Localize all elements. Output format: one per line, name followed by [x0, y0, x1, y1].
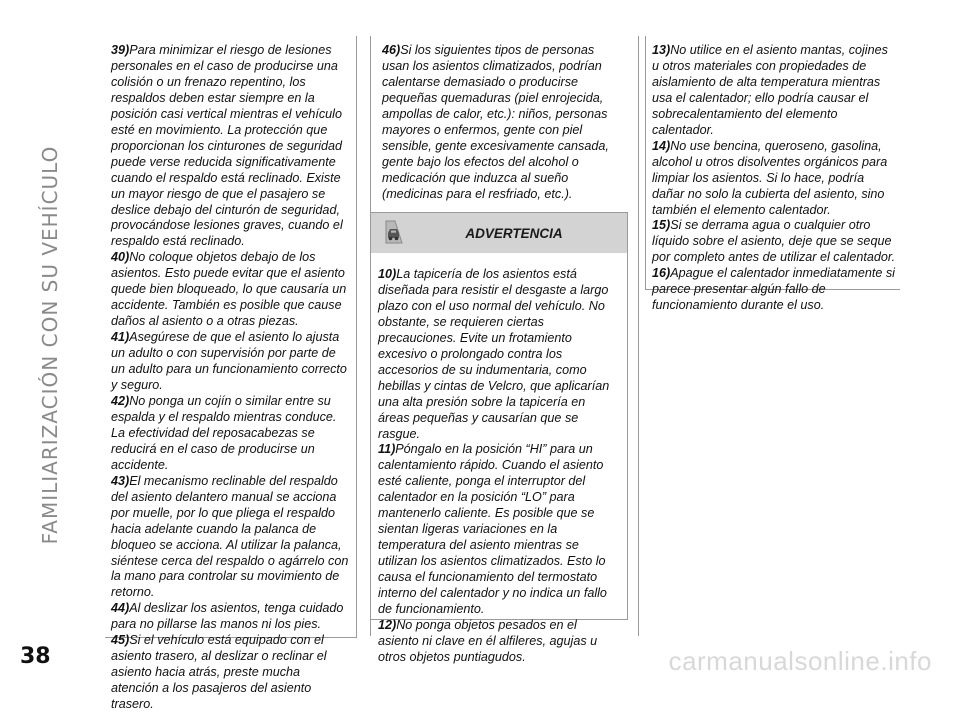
warning-header — [371, 213, 627, 253]
warning-car-icon — [383, 219, 405, 245]
note-number: 43) — [111, 473, 130, 488]
note-40 — [111, 250, 350, 330]
warning-note-12 — [378, 618, 620, 666]
note-number: 45) — [111, 633, 130, 648]
note-number: 10) — [378, 267, 397, 281]
warning-note-10 — [378, 267, 620, 442]
warning-note-11 — [378, 442, 620, 617]
note-41 — [111, 330, 350, 394]
note-number: 13) — [652, 43, 671, 57]
note-number: 12) — [378, 617, 397, 632]
note-number: 16) — [652, 266, 671, 281]
note-text: La tapicería de los asientos está diseñada para resistir el desgaste a largo plazo con el uso normal del vehículo. No obstante, se requieren ciertas precauciones. Evite un frotamiento excesivo o prolongado contra los accesorios de su indumentaria, como hebillas y cintas de Velcro, que aplicarían una alta presión sobre la tapicería en áreas pequeñas y causarían que se rasgue. — [378, 267, 610, 441]
note-text: Asegúrese de que el asiento lo ajusta un adulto o con supervisión por parte de un adulto para un funcionamiento correcto y seguro. — [111, 330, 347, 393]
note-text: Para minimizar el riesgo de lesiones personales en el caso de producirse una colisión o un frenazo repentino, los respaldos deben estar siempre en la posición casi vertical mientras el vehículo esté en movimiento. La protección que proporcionan los cinturones de seguridad puede verse reducida significativamente cuando el respaldo está reclinado. Existe un mayor riesgo de que el pasajero se deslice debajo del cinturón de seguridad, provocándose lesiones graves, cuando el respaldo está reclinado. — [111, 43, 343, 249]
note-number: 40) — [111, 250, 130, 265]
chapter-title: FAMILIARIZACIÓN CON SU VEHÍCULO — [38, 145, 62, 545]
note-text: Si los siguientes tipos de personas usan los asientos climatizados, podrían calentarse demasiado o producirse pequeñas quemaduras (piel enrojecida, ampollas de calor, etc.): niños, personas mayores o enfermos, gente con piel sensible, gente excesivamente cansada, gente bajo los efectos del alcohol o medicación que induzca al sueño (medicinas para el resfriado, etc.). — [382, 43, 609, 201]
note-46 — [382, 43, 622, 203]
note-number: 39) — [111, 43, 130, 57]
note-text: No coloque objetos debajo de los asientos. Esto puede evitar que el asiento quede bien bloqueado, lo que causaría un accidente. También es posible que cause daños al asiento o a otras piezas. — [111, 250, 347, 329]
note-15 — [652, 218, 896, 266]
column-divider-right — [638, 36, 639, 636]
warning-title: ADVERTENCIA — [465, 225, 563, 241]
page-number: 38 — [20, 644, 51, 669]
note-number: 42) — [111, 393, 130, 408]
note-16 — [652, 266, 896, 314]
warning-body — [371, 253, 627, 666]
note-number: 46) — [382, 43, 401, 57]
notes-column-left — [105, 36, 357, 712]
note-text: Si el vehículo está equipado con el asiento trasero, al deslizar o reclinar el asiento hacia atrás, preste mucha atención a los pasajeros del asiento trasero. — [111, 633, 327, 712]
note-number: 41) — [111, 330, 130, 345]
note-text: Apague el calentador inmediatamente si parece presentar algún fallo de funcionamiento durante el uso. — [652, 266, 895, 313]
note-text: No ponga objetos pesados en el asiento ni clave en él alfileres, agujas u otros objetos puntiagudos. — [378, 617, 598, 664]
watermark: carmanualsonline.info — [668, 646, 932, 676]
note-number: 15) — [652, 218, 671, 233]
note-43 — [111, 474, 350, 602]
note-14 — [652, 139, 896, 219]
note-44 — [111, 601, 350, 633]
note-text: Póngalo en la posición “HI” para un calentamiento rápido. Cuando el asiento esté caliente, ponga el interruptor del calentador en la posición “LO” para mantenerlo caliente. Es posible que se sientan ligeras variaciones en la temperatura del asiento mientras se utilizan los asientos climatizados. Esto lo causa el funcionamiento del termostato interno del calentador y no indica un fallo de funcionamiento. — [378, 442, 607, 617]
notes-column-middle — [376, 36, 628, 203]
note-number: 14) — [652, 138, 671, 153]
note-13 — [652, 43, 896, 139]
note-text: El mecanismo reclinable del respaldo del asiento delantero manual se acciona por muelle, por lo que pliega el respaldo hacia adelante cuando la palanca de bloqueo se acciona. Al utilizar la palanca, siéntese cerca del respaldo o agárrelo con la mano para controlar su movimiento de retorno. — [111, 473, 349, 600]
note-text: Al deslizar los asientos, tenga cuidado para no pillarse las manos ni los pies. — [111, 601, 344, 632]
note-42 — [111, 394, 350, 474]
note-number: 11) — [378, 442, 396, 457]
note-number: 44) — [111, 601, 130, 616]
note-text: No use bencina, queroseno, gasolina, alcohol u otros disolventes orgánicos para limpiar los asientos. Si lo hace, podría dañar no solo la cubierta del asiento, sino también el elemento calentador. — [652, 138, 888, 217]
note-45 — [111, 633, 350, 713]
note-text: Si se derrama agua o cualquier otro líquido sobre el asiento, deje que se seque por completo antes de utilizar el calentador. — [652, 218, 896, 265]
note-text: No ponga un cojín o similar entre su espalda y el respaldo mientras conduce. La efectividad del reposacabezas se reducirá en el caso de producirse un accidente. — [111, 393, 337, 472]
notes-column-right — [645, 36, 900, 313]
note-text: No utilice en el asiento mantas, cojines u otros materiales con propiedades de aislamiento de alta temperatura mientras usa el calentador; ello podría causar el sobrecalentamiento del elemento calentador. — [652, 43, 888, 137]
note-39 — [111, 43, 350, 250]
warning-box — [370, 212, 628, 664]
